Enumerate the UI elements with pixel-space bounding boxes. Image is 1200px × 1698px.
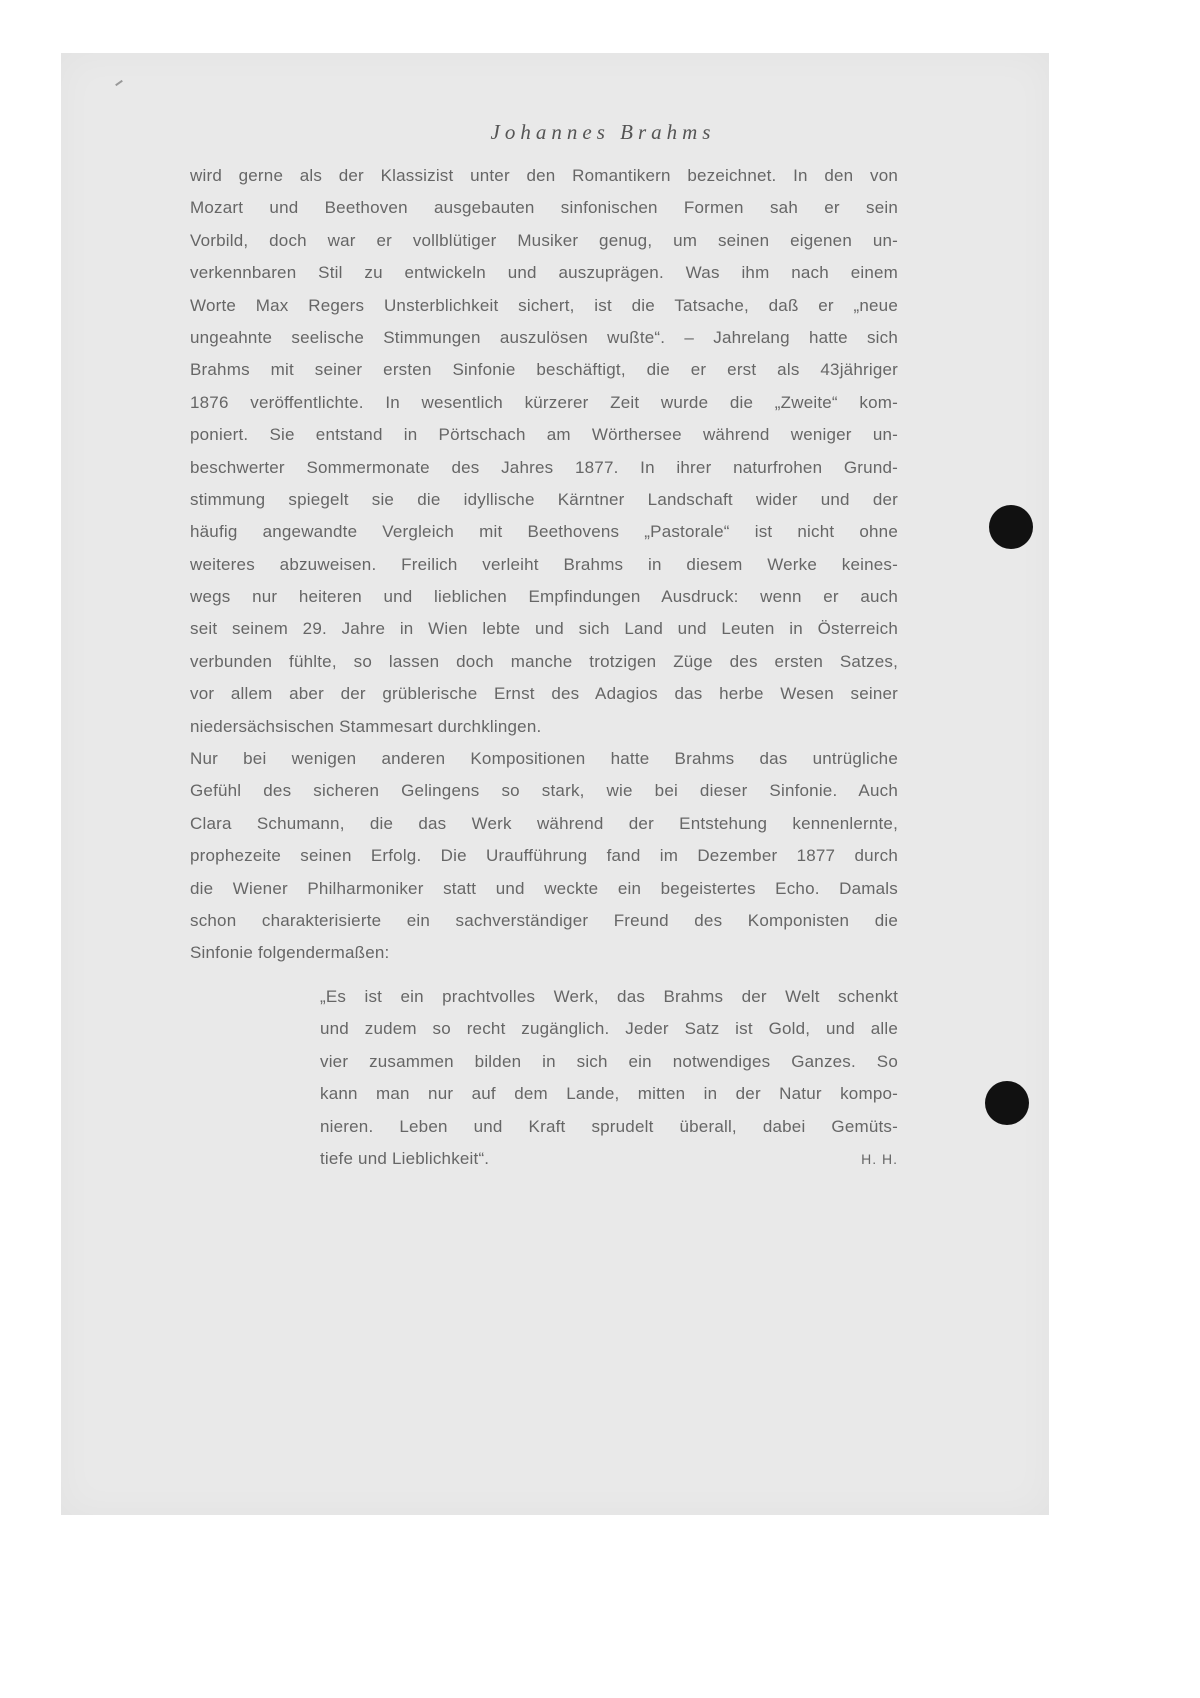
body-line: wird gerne als der Klassizist unter den Romantikern bezeichnet. In den von — [190, 166, 898, 185]
author-initials: H. H. — [861, 1150, 898, 1167]
body-line: seit seinem 29. Jahre in Wien lebte und sich Land und Leuten in Österreich — [190, 619, 898, 639]
body-text — [190, 160, 898, 970]
body-line: vor allem aber der grüblerische Ernst des Adagios das herbe Wesen seiner — [190, 684, 898, 704]
body-line: Sinfonie folgendermaßen: — [190, 943, 390, 963]
body-line: Worte Max Regers Unsterblichkeit sichert, ist die Tatsache, daß er „neue — [190, 295, 898, 315]
punch-hole — [985, 1081, 1029, 1125]
punch-hole — [989, 505, 1033, 549]
quote-line: nieren. Leben und Kraft sprudelt überall, dabei Gemüts- — [320, 1116, 898, 1136]
quote-line: vier zusammen bilden in sich ein notwendiges Ganzes. So — [320, 1051, 898, 1071]
body-line: niedersächsischen Stammesart durchklingen. — [190, 716, 542, 736]
body-line: Nur bei wenigen anderen Kompositionen hatte Brahms das untrügliche — [190, 749, 898, 769]
body-line: stimmung spiegelt sie die idyllische Kärntner Landschaft wider und der — [190, 489, 898, 509]
block-quote — [320, 981, 898, 1175]
body-line: prophezeite seinen Erfolg. Die Uraufführung fand im Dezember 1877 durch — [190, 846, 898, 866]
body-line: verkennbaren Stil zu entwickeln und auszuprägen. Was ihm nach einem — [190, 263, 898, 283]
page-title: Johannes Brahms — [490, 120, 716, 144]
body-line: verbunden fühlte, so lassen doch manche trotzigen Züge des ersten Satzes, — [190, 651, 898, 671]
quote-final-line — [320, 1143, 898, 1175]
body-line: Mozart und Beethoven ausgebauten sinfonischen Formen sah er sein — [190, 198, 898, 218]
quote-line: „Es ist ein prachtvolles Werk, das Brahms der Welt schenkt — [320, 987, 898, 1006]
body-line: die Wiener Philharmoniker statt und weckte ein begeistertes Echo. Damals — [190, 878, 898, 898]
body-line: poniert. Sie entstand in Pörtschach am Wörthersee während weniger un- — [190, 425, 898, 445]
quote-line: tiefe und Lieblichkeit“. — [320, 1148, 490, 1168]
body-line: beschwerter Sommermonate des Jahres 1877. In ihrer naturfrohen Grund- — [190, 457, 898, 477]
body-line: ungeahnte seelische Stimmungen auszulösen wußte“. – Jahrelang hatte sich — [190, 327, 898, 347]
body-line: häufig angewandte Vergleich mit Beethovens „Pastorale“ ist nicht ohne — [190, 522, 898, 542]
body-line: schon charakterisierte ein sachverständiger Freund des Komponisten die — [190, 910, 898, 930]
body-line: Clara Schumann, die das Werk während der Entstehung kennenlernte, — [190, 813, 898, 833]
body-line: Vorbild, doch war er vollblütiger Musiker genug, um seinen eigenen un- — [190, 230, 898, 250]
body-line: weiteres abzuweisen. Freilich verleiht Brahms in diesem Werke keines- — [190, 554, 898, 574]
body-line: Gefühl des sicheren Gelingens so stark, wie bei dieser Sinfonie. Auch — [190, 781, 898, 801]
quote-line: und zudem so recht zugänglich. Jeder Satz ist Gold, und alle — [320, 1019, 898, 1039]
body-line: 1876 veröffentlichte. In wesentlich kürzerer Zeit wurde die „Zweite“ kom- — [190, 392, 898, 412]
body-line: Brahms mit seiner ersten Sinfonie beschäftigt, die er erst als 43jähriger — [190, 360, 898, 380]
body-line: wegs nur heiteren und lieblichen Empfindungen Ausdruck: wenn er auch — [190, 587, 898, 607]
quote-line: kann man nur auf dem Lande, mitten in der Natur kompo- — [320, 1084, 898, 1104]
